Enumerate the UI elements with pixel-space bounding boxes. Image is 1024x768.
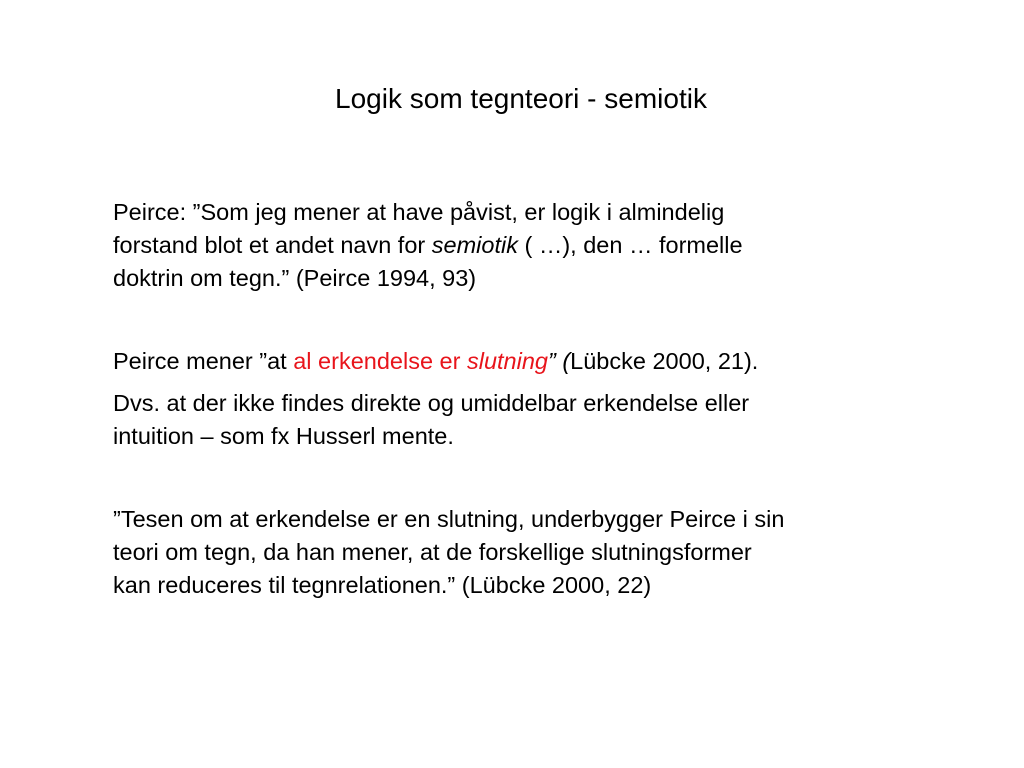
p4-line-1: ”Tesen om at erkendelse er en slutning, underbygger Peirce i sin xyxy=(113,506,785,532)
inference-claim-paragraph xyxy=(113,345,943,378)
p2-text-start: Peirce mener ”at xyxy=(113,348,294,374)
slutning-emphasis: slutning xyxy=(466,348,548,374)
p1-line-3: doktrin om tegn.” (Peirce 1994, 93) xyxy=(113,265,477,291)
p1-line-2 xyxy=(113,229,943,262)
semiotik-emphasis: semiotik xyxy=(431,232,518,258)
p3-line-2: intuition – som fx Husserl mente. xyxy=(113,423,454,449)
p2-citation: Lübcke 2000, 21). xyxy=(570,348,759,374)
explanation-paragraph xyxy=(113,387,943,453)
slide-title: Logik som tegnteori - semiotik xyxy=(335,83,707,114)
p4-line-3: kan reduceres til tegnrelationen.” (Lübcke 2000, 22) xyxy=(113,572,652,598)
thesis-quote-paragraph xyxy=(113,503,943,602)
p2-red-text: al erkendelse er xyxy=(293,348,467,374)
p4-line-2: teori om tegn, da han mener, at de forskellige slutningsformer xyxy=(113,539,752,565)
peirce-quote-paragraph xyxy=(113,196,943,295)
p1-line-2-text: forstand blot et andet navn for xyxy=(113,232,432,258)
p3-line-1: Dvs. at der ikke findes direkte og umiddelbar erkendelse eller xyxy=(113,390,750,416)
p2-line xyxy=(113,345,943,378)
p2-quote-close: ” ( xyxy=(547,348,571,374)
p1-line-2-rest: ( …), den … formelle xyxy=(517,232,743,258)
p1-line-1: Peirce: ”Som jeg mener at have påvist, er logik i almindelig xyxy=(113,199,725,225)
